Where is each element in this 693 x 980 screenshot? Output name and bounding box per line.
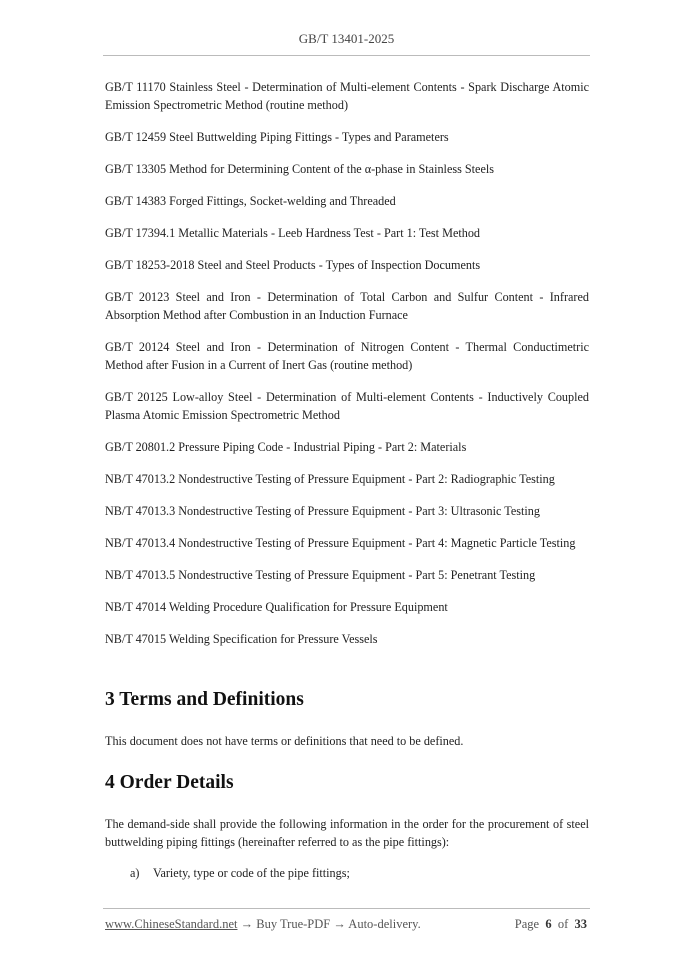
- list-item-text: Variety, type or code of the pipe fittings;: [153, 866, 350, 880]
- page-number: Page 6 of 33: [514, 917, 587, 931]
- reference-item: GB/T 13305 Method for Determining Content of the α-phase in Stainless Steels: [105, 162, 495, 176]
- reference-item: NB/T 47013.4 Nondestructive Testing of Pressure Equipment - Part 4: Magnetic Particle Testing: [105, 536, 576, 550]
- section-4-heading: 4 Order Details: [105, 772, 234, 793]
- reference-item: GB/T 20124 Steel and Iron - Determination of Nitrogen Content - Thermal Conductimetric Method after Fusion in a Current of Inert Gas (routine method): [105, 340, 589, 372]
- reference-item: GB/T 18253-2018 Steel and Steel Products - Types of Inspection Documents: [105, 258, 481, 272]
- reference-item: GB/T 20801.2 Pressure Piping Code - Industrial Piping - Part 2: Materials: [105, 440, 467, 454]
- section-3-heading: 3 Terms and Definitions: [105, 689, 304, 710]
- total-pages: 33: [574, 917, 587, 931]
- reference-item: GB/T 12459 Steel Buttwelding Piping Fittings - Types and Parameters: [105, 130, 449, 144]
- list-item: [130, 864, 350, 882]
- header-divider: [103, 55, 590, 56]
- footer-divider: [103, 908, 590, 909]
- footer-left: [105, 917, 421, 932]
- reference-item: GB/T 20123 Steel and Iron - Determination of Total Carbon and Sulfur Content - Infrared Absorption Method after Combustion in an Induction Furnace: [105, 290, 589, 322]
- reference-item: NB/T 47015 Welding Specification for Pressure Vessels: [105, 632, 378, 646]
- footer-tagline: → Buy True-PDF → Auto-delivery.: [237, 917, 421, 931]
- list-marker: a): [130, 866, 140, 880]
- website-link[interactable]: www.ChineseStandard.net: [105, 917, 238, 931]
- reference-item: GB/T 14383 Forged Fittings, Socket-welding and Threaded: [105, 194, 396, 208]
- reference-item: GB/T 11170 Stainless Steel - Determination of Multi-element Contents - Spark Discharge Atomic Emission Spectrometric Method (routine method): [105, 80, 589, 112]
- reference-item: NB/T 47013.3 Nondestructive Testing of Pressure Equipment - Part 3: Ultrasonic Testing: [105, 504, 540, 518]
- normative-references-list: [105, 78, 589, 662]
- page-header: GB/T 13401-2025: [298, 31, 395, 46]
- reference-item: GB/T 20125 Low-alloy Steel - Determination of Multi-element Contents - Inductively Coupled Plasma Atomic Emission Spectrometric Method: [105, 390, 589, 422]
- reference-item: NB/T 47013.2 Nondestructive Testing of Pressure Equipment - Part 2: Radiographic Testing: [105, 472, 555, 486]
- reference-item: GB/T 17394.1 Metallic Materials - Leeb Hardness Test - Part 1: Test Method: [105, 226, 481, 240]
- current-page: 6: [545, 917, 552, 931]
- section-4-text: The demand-side shall provide the following information in the order for the procurement of steel buttwelding piping fittings (hereinafter referred to as the pipe fittings):: [105, 817, 589, 849]
- reference-item: NB/T 47014 Welding Procedure Qualification for Pressure Equipment: [105, 600, 448, 614]
- reference-item: NB/T 47013.5 Nondestructive Testing of Pressure Equipment - Part 5: Penetrant Testing: [105, 568, 536, 582]
- section-3-text: This document does not have terms or definitions that need to be defined.: [105, 734, 464, 748]
